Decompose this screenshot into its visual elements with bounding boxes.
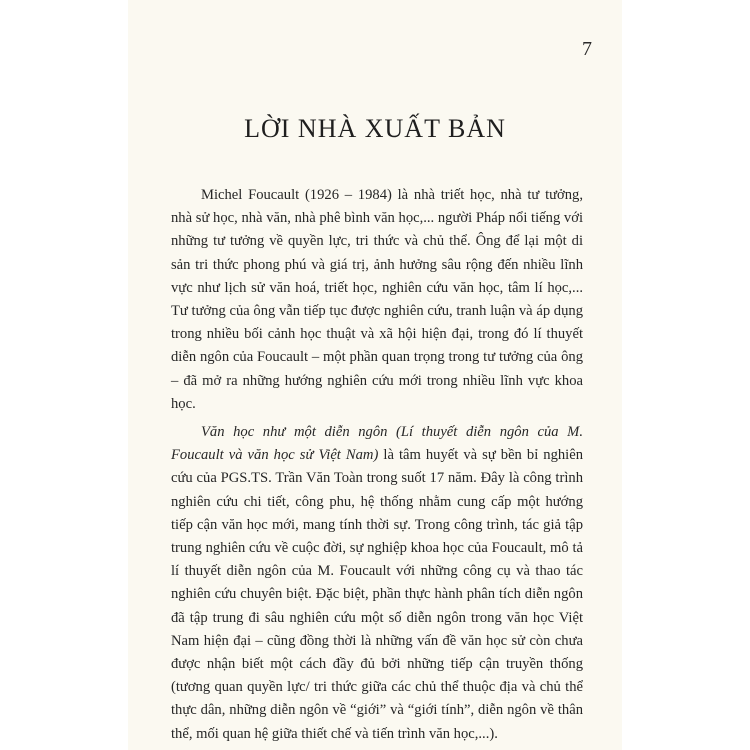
- paragraph-text: Michel Foucault (1926 – 1984) là nhà triết học, nhà tư tưởng, nhà sử học, nhà văn, nhà phê bình văn học,... người Pháp nổi tiếng với những tư tưởng về quyền lực, tri thức và chủ thể. Ông để lại một di sản tri thức phong phú và giá trị, ảnh hưởng sâu rộng đến nhiều lĩnh vực như lịch sử văn hoá, triết học, nghiên cứu văn học, tâm lí học,... Tư tưởng của ông vẫn tiếp tục được nghiên cứu, tranh luận và áp dụng trong nhiều bối cảnh học thuật và xã hội hiện đại, trong đó lí thuyết diễn ngôn của Foucault – một phần quan trọng trong tư tưởng của ông – đã mở ra những hướng nghiên cứu mới trong nhiều lĩnh vực khoa học.: [171, 187, 583, 412]
- paragraph: [171, 184, 583, 416]
- page-number: 7: [582, 38, 592, 60]
- paragraph-text: là tâm huyết và sự bền bỉ nghiên cứu của PGS.TS. Trần Văn Toàn trong suốt 17 năm. Đây là công trình nghiên cứu chi tiết, công phu, hệ thống nhằm cung cấp một hướng tiếp cận văn học mới, mang tính thời sự. Trong công trình, tác giả tập trung nghiên cứu về cuộc đời, sự nghiệp khoa học của Foucault, mô tả lí thuyết diễn ngôn của M. Foucault với những công cụ và thao tác nghiên cứu chuyên biệt. Đặc biệt, phần thực hành phân tích diễn ngôn đã tập trung đi sâu nghiên cứu một số diễn ngôn trong văn học Việt Nam hiện đại – cũng đồng thời là những vấn đề văn học sử còn chưa được nhận biết một cách đầy đủ bởi những tiếp cận truyền thống (tương quan quyền lực/ tri thức giữa các chủ thể thuộc địa và chủ thể thực dân, những diễn ngôn về “giới” và “giới tính”, diễn ngôn về thân thể, mối quan hệ giữa thiết chế và tiến trình văn học,...).: [171, 447, 584, 742]
- book-page: [128, 0, 622, 750]
- page-title: LỜI NHÀ XUẤT BẢN: [244, 114, 506, 143]
- paragraph: [171, 421, 583, 746]
- body-text: [171, 184, 583, 746]
- book-title-italic: Văn học như một diễn ngôn (Lí thuyết diễn ngôn của M. Foucault và văn học sử Việt Nam): [171, 424, 583, 464]
